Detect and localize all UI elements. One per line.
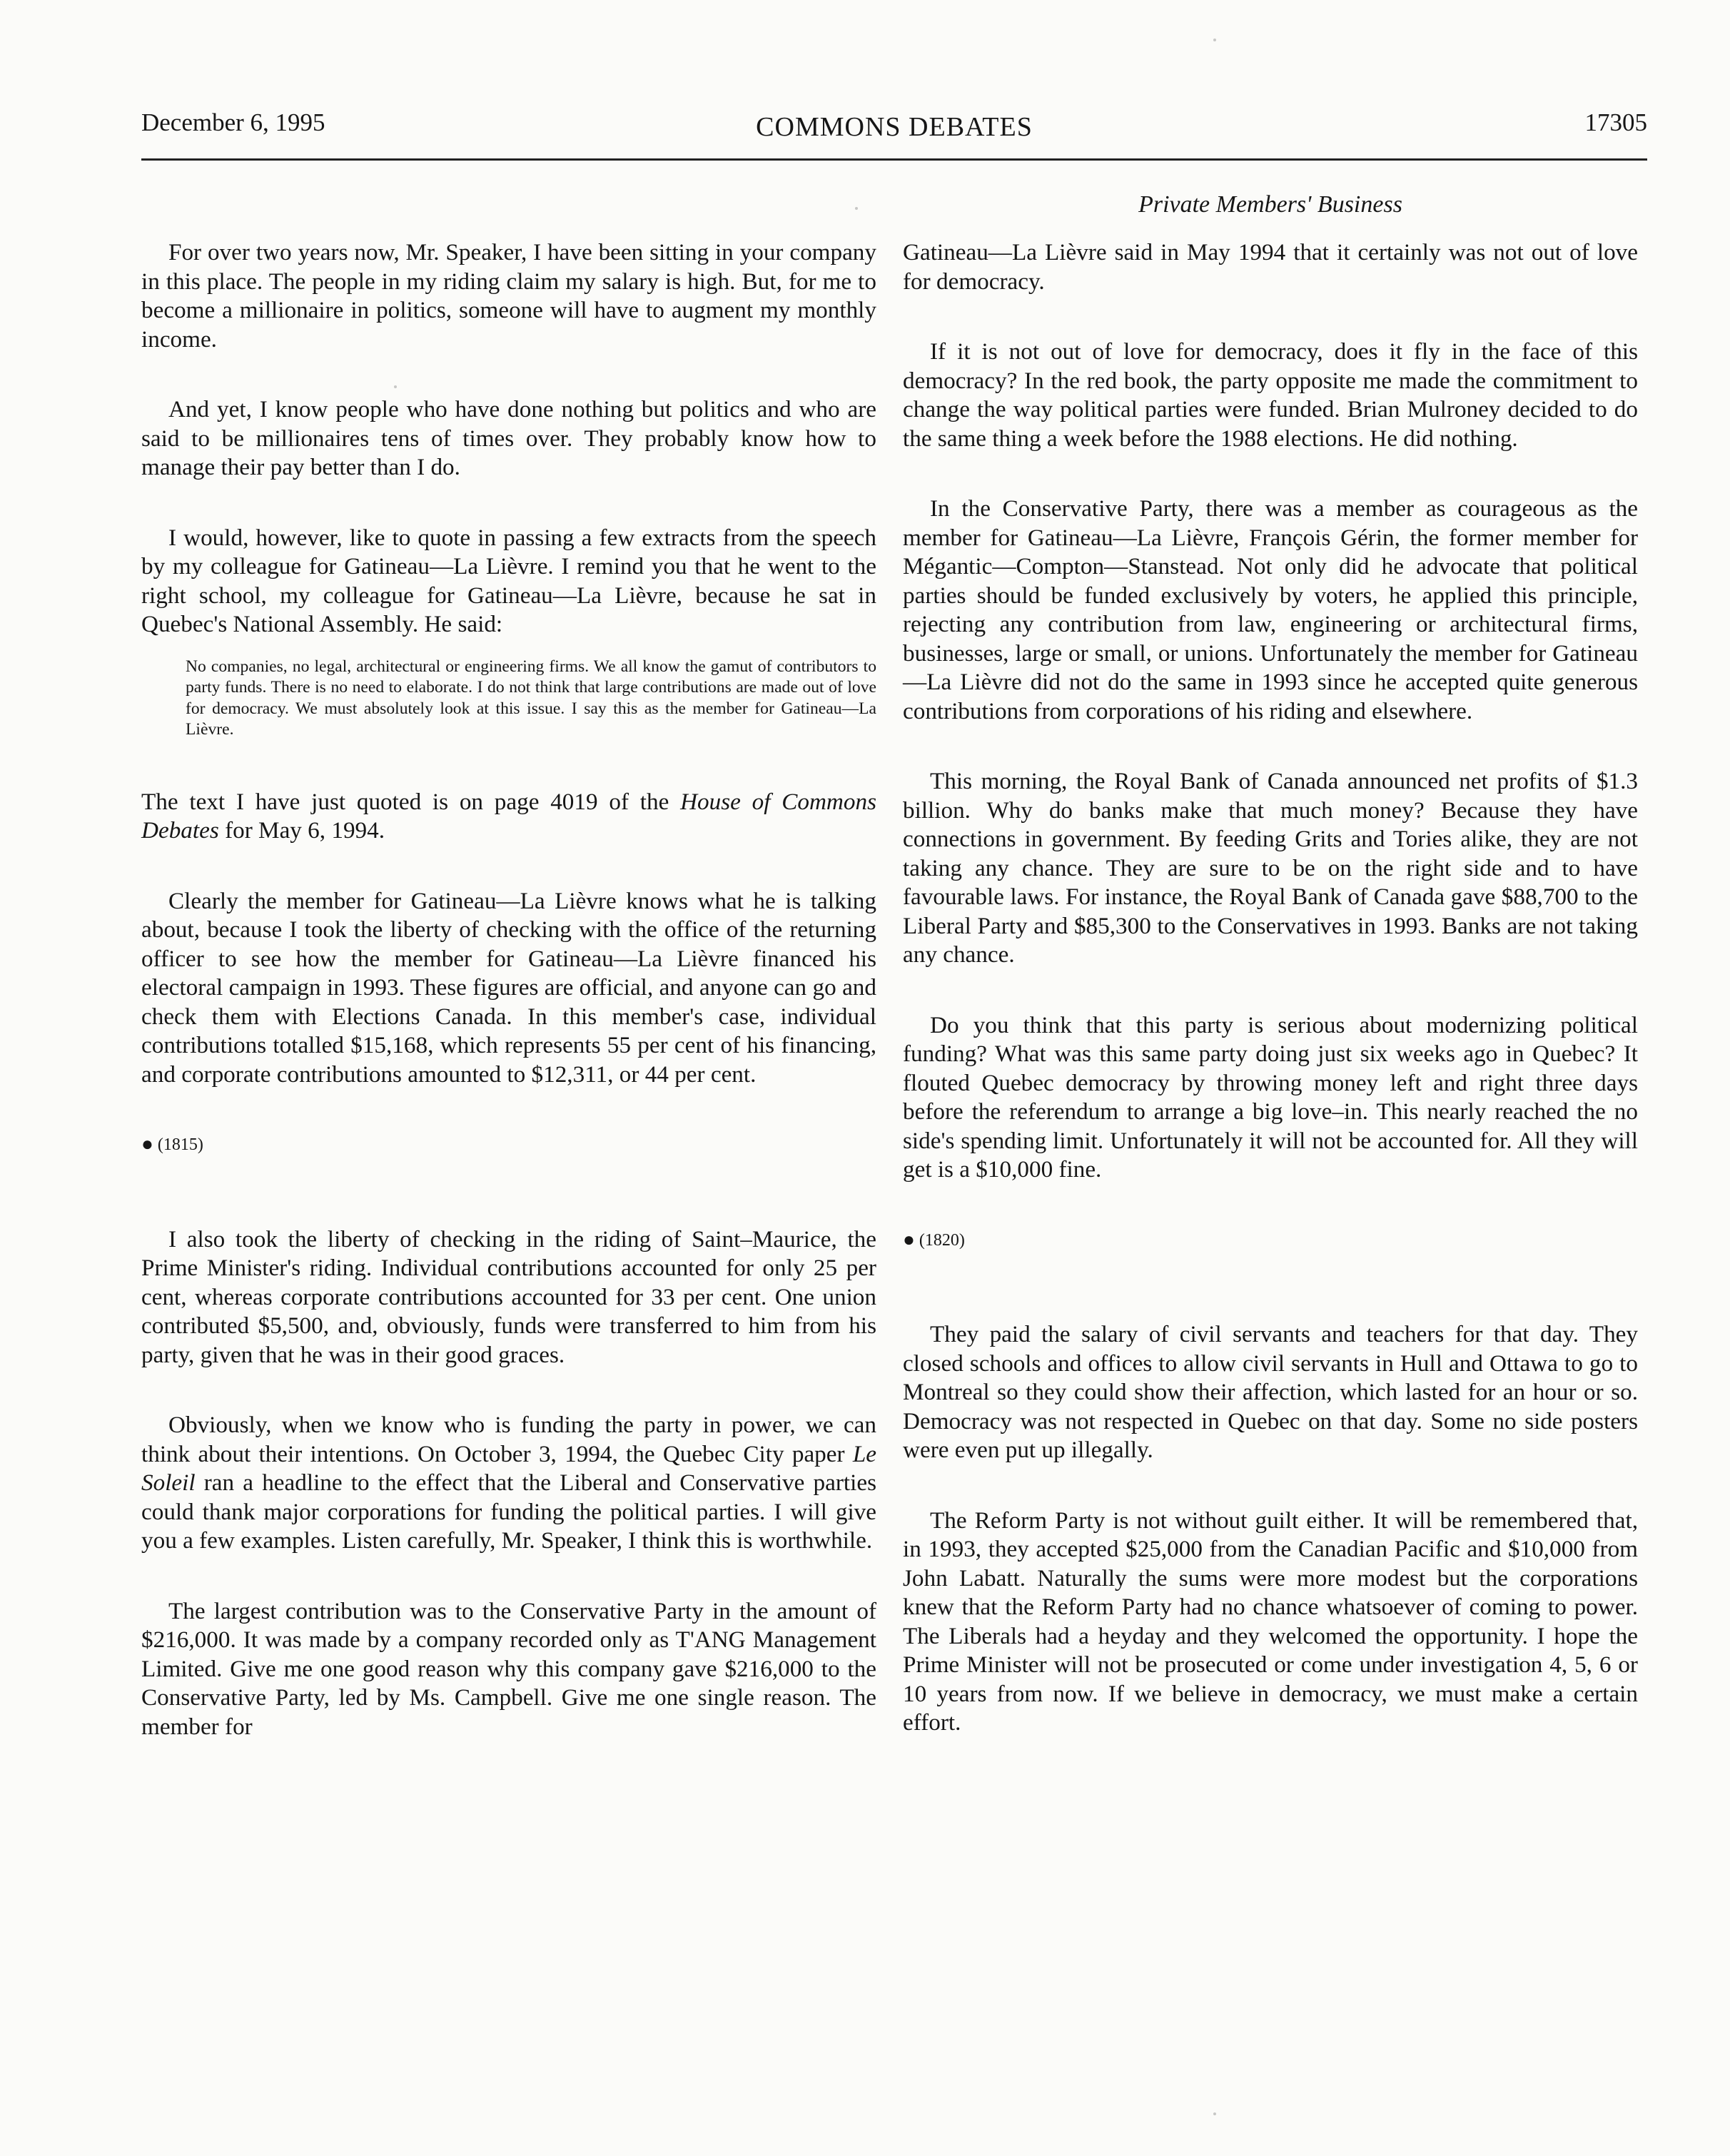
scan-speckle xyxy=(394,385,397,388)
paragraph: I also took the liberty of checking in the riding of Saint–Maurice, the Prime Minister's riding. Individual contributions accounted for only 25 per cent, whereas corporate contributions accounted for 33 per cent. One union contributed $5,500, and, obviously, funds were transferred to him from his party, given that he was in their good graces. xyxy=(141,1225,876,1368)
paragraph: And yet, I know people who have done nothing but politics and who are said to be millionaires tens of times over. They probably know how to manage their pay better than I do. xyxy=(141,396,876,480)
paragraph: Clearly the member for Gatineau—La Lièvre knows what he is talking about, because I took the liberty of checking with the office of the returning officer to see how the member for Gatineau—La Lièvre financed his electoral campaign in 1993. These figures are official, and anyone can go and check them with Elections Canada. In this member's case, individual contributions totalled $15,168, which represents 55 per cent of his financing, and corporate contributions amounted to $12,311, or 44 per cent. xyxy=(141,887,876,1088)
bullet-icon: ● xyxy=(903,1228,915,1251)
paragraph: Gatineau—La Lièvre said in May 1994 that it certainly was not out of love for democracy. xyxy=(903,239,1638,295)
paragraph xyxy=(141,1411,876,1556)
bullet-icon: ● xyxy=(141,1133,153,1155)
time-marker-text: (1820) xyxy=(919,1230,965,1250)
newspaper-title: Le Soleil xyxy=(141,1440,876,1496)
paragraph: If it is not out of love for democracy, does it fly in the face of this democracy? In the red book, the party opposite me made the commitment to change the way political parties were funded. Brian Mulroney decided to do the same thing a week before the 1988 elections. He did nothing. xyxy=(903,338,1638,452)
paragraph: In the Conservative Party, there was a member as courageous as the member for Gatineau—La Lièvre, François Gérin, the former member for Mégantic—Compton—Stanstead. Not only did he advocate that political parties should be funded exclusively by voters, he applied this principle, rejecting any contribution from law, engineering or architectural firms, businesses, large or small, or unions. Unfortunately the member for Gatineau—La Lièvre did not do the same in 1993 since he accepted quite generous contributions from corporations of his riding and elsewhere. xyxy=(903,495,1638,724)
paragraph: They paid the salary of civil servants and teachers for that day. They closed schools and offices to allow civil servants in Hull and Ottawa to go to Montreal so they could show their affection, which lasted for an hour or so. Democracy was not respected in Quebec on that day. Some no side posters were even put up illegally. xyxy=(903,1321,1638,1463)
text-run: The text I have just quoted is on page 4019 of the xyxy=(141,788,681,815)
text-run: for May 6, 1994. xyxy=(218,817,385,844)
scan-speckle xyxy=(855,207,858,210)
time-marker xyxy=(903,1226,1638,1255)
publication-title: House of Commons Debates xyxy=(141,788,876,844)
page-header xyxy=(141,106,1647,163)
text-run: Obviously, when we know who is funding the party in power, we can think about their intentions. On October 3, 1994, the Quebec City paper xyxy=(141,1412,876,1467)
paragraph: The largest contribution was to the Conservative Party in the amount of $216,000. It was made by a company recorded only as T'ANG Management Limited. Give me one good reason why this company gave $216,000 to the Conservative Party, led by Ms. Campbell. Give me one single reason. The member for xyxy=(141,1597,876,1740)
time-marker xyxy=(141,1130,876,1160)
left-column xyxy=(141,238,876,1783)
scan-speckle xyxy=(1213,2112,1216,2115)
scan-speckle xyxy=(1213,39,1216,41)
text-run: ran a headline to the effect that the Liberal and Conservative parties could thank major corporations for funding the political parties. I will give you a few examples. Listen carefully, Mr. Speaker, I think this is worthwhile. xyxy=(141,1469,876,1554)
time-marker-text: (1815) xyxy=(157,1135,203,1154)
paragraph: I would, however, like to quote in passing a few extracts from the speech by my colleague for Gatineau—La Lièvre. I remind you that he went to the right school, my colleague for Gatineau—La Lièvre, because he sat in Quebec's National Assembly. He said: xyxy=(141,524,876,637)
paragraph: This morning, the Royal Bank of Canada announced net profits of $1.3 billion. Why do banks make that much money? Because they have connections in government. By feeding Grits and Tories alike, they are not taking any chance. They are sure to be on the right side and to have favourable laws. For instance, the Royal Bank of Canada gave $88,700 to the Liberal Party and $85,300 to the Conservatives in 1993. Banks are not taking any chance. xyxy=(903,768,1638,968)
block-quote: No companies, no legal, architectural or engineering firms. We all know the gamut of contributors to party funds. There is no need to elaborate. I do not think that large contributions are made out of love for democracy. We must absolutely look at this issue. I say this as the member for Gatineau—La Lièvre. xyxy=(186,657,876,739)
paragraph xyxy=(141,788,876,846)
header-rule xyxy=(141,158,1647,161)
header-title: COMMONS DEBATES xyxy=(756,112,1033,142)
header-page-number: 17305 xyxy=(1584,108,1647,136)
paragraph: For over two years now, Mr. Speaker, I have been sitting in your company in this place. The people in my riding claim my salary is high. But, for me to become a millionaire in politics, someone will have to augment my monthly income. xyxy=(141,239,876,353)
header-date: December 6, 1995 xyxy=(141,108,325,136)
section-heading: Private Members' Business xyxy=(1138,191,1402,218)
paragraph: Do you think that this party is serious about modernizing political funding? What was this same party doing just six weeks ago in Quebec? It flouted Quebec democracy by throwing money left and right three days before the referendum to arrange a big love–in. This nearly reached the no side's spending limit. Unfortunately it will not be accounted for. All they will get is a $10,000 fine. xyxy=(903,1011,1638,1183)
paragraph: The Reform Party is not without guilt either. It will be remembered that, in 1993, they accepted $25,000 from the Canadian Pacific and $10,000 from John Labatt. Naturally the sums were more modest but the corporations knew that the Reform Party had no chance whatsoever of coming to power. The Liberals had a heyday and they welcomed the opportunity. I hope the Prime Minister will not be prosecuted or come under investigation 4, 5, 6 or 10 years from now. If we believe in democracy, we must make a certain effort. xyxy=(903,1507,1638,1736)
right-column xyxy=(903,238,1638,1779)
